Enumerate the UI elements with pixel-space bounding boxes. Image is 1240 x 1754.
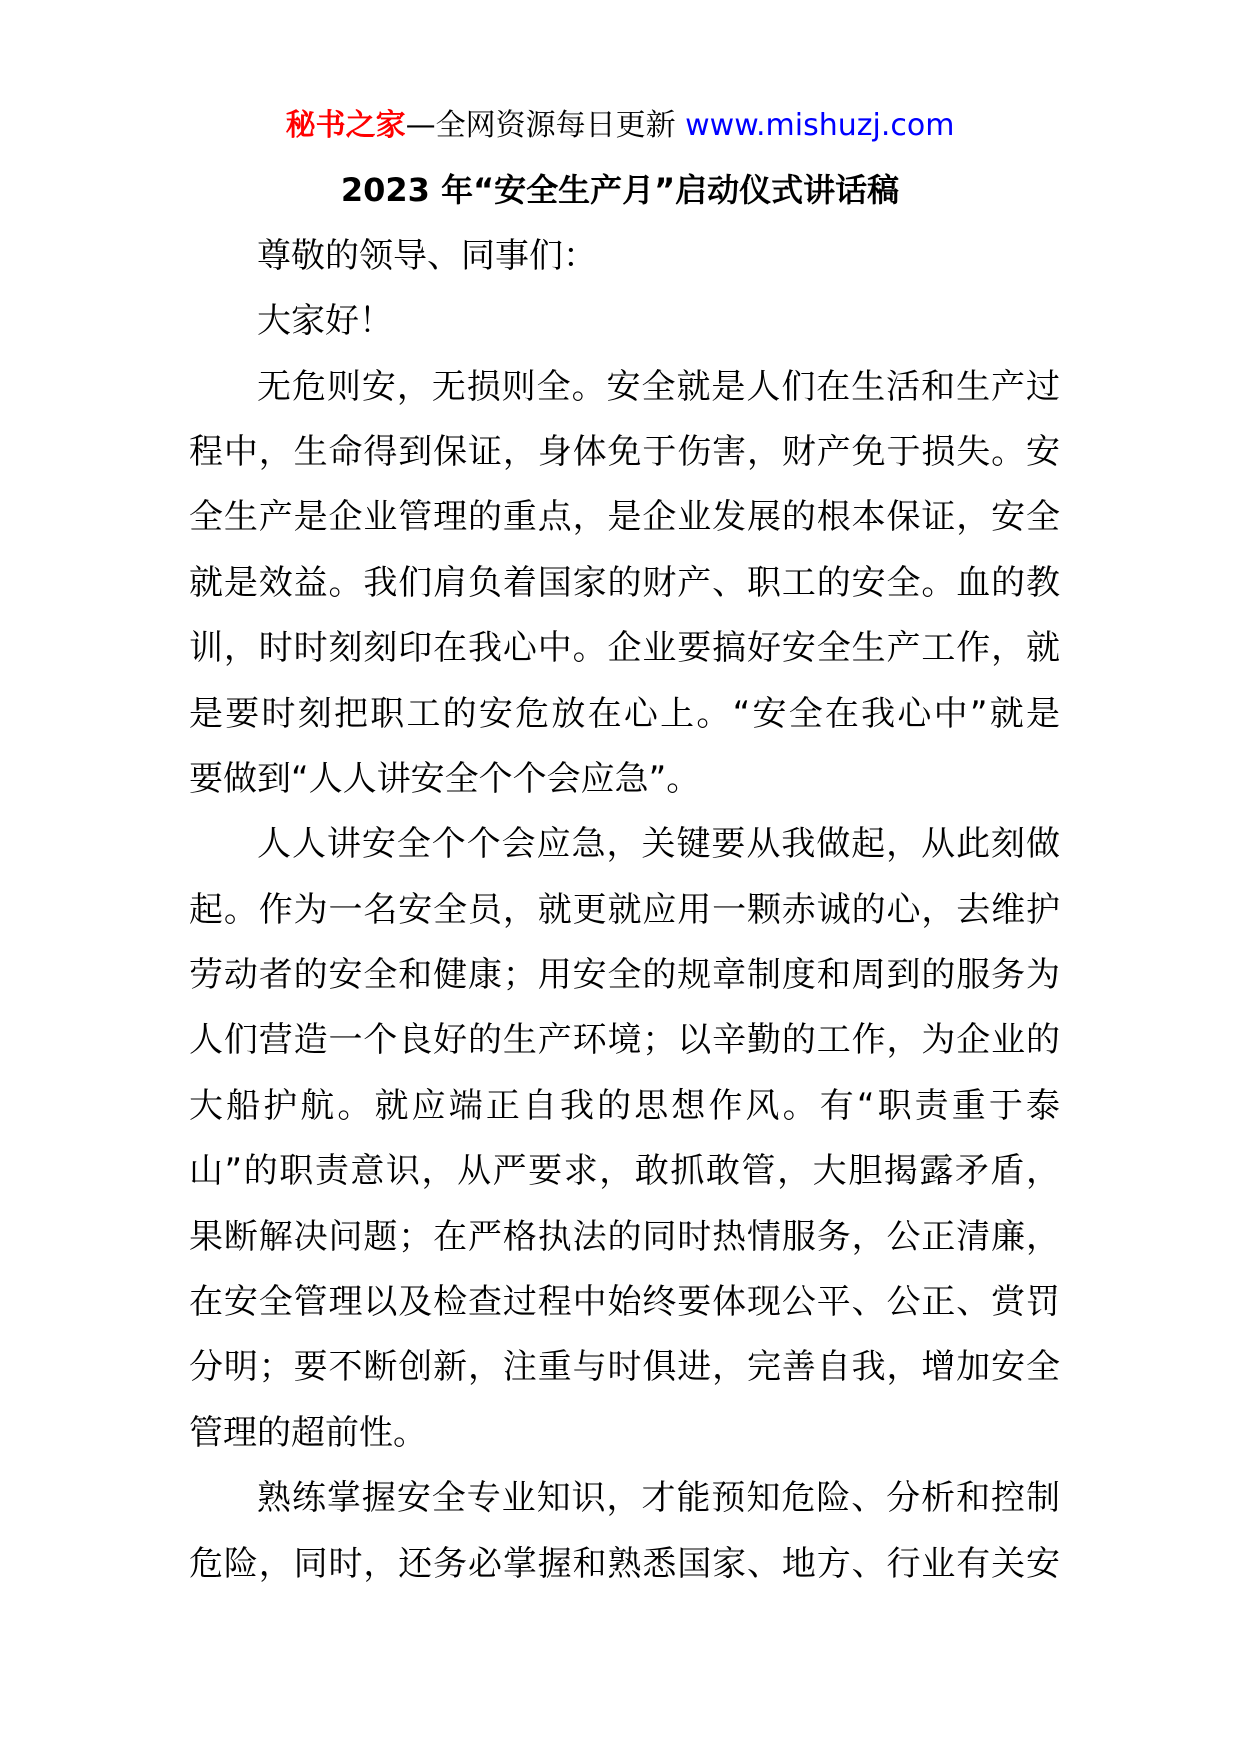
paragraph-line: 山”的职责意识，从严要求，敢抓敢管，大胆揭露矛盾，	[189, 1151, 1060, 1192]
paragraph-line: 果断解决问题；在严格执法的同时热情服务，公正清廉，	[189, 1216, 1060, 1257]
site-tagline: —全网资源每日更新	[405, 108, 676, 143]
paragraph-line: 管理的超前性。	[189, 1412, 427, 1453]
paragraph	[0, 1466, 1240, 1597]
paragraph-line: 人们营造一个良好的生产环境；以辛勤的工作，为企业的	[189, 1020, 1060, 1061]
paragraph-line: 全生产是企业管理的重点，是企业发展的根本保证，安全	[189, 497, 1060, 538]
paragraph-line: 熟练掌握安全专业知识，才能预知危险、分析和控制	[257, 1478, 1060, 1519]
paragraph-line: 危险，同时，还务必掌握和熟悉国家、地方、行业有关安	[189, 1543, 1060, 1584]
document-title: 2023 年“安全生产月”启动仪式讲话稿	[340, 171, 900, 210]
paragraph-line: 训，时时刻刻印在我心中。企业要搞好安全生产工作，就	[189, 628, 1060, 669]
site-header	[0, 93, 1240, 158]
paragraph-line: 大船护航。就应端正自我的思想作风。有“职责重于泰	[189, 1085, 1060, 1126]
paragraph-line: 就是效益。我们肩负着国家的财产、职工的安全。血的教	[189, 562, 1060, 603]
site-brand: 秘书之家	[285, 108, 406, 143]
paragraph	[0, 812, 1240, 1466]
paragraph-line: 无危则安，无损则全。安全就是人们在生活和生产过	[257, 366, 1060, 407]
greeting: 大家好！	[257, 301, 393, 342]
document-body	[0, 93, 1240, 1597]
salutation: 尊敬的领导、同事们：	[257, 235, 597, 276]
paragraph-line: 人人讲安全个个会应急，关键要从我做起，从此刻做	[257, 824, 1060, 865]
paragraph-line: 要做到“人人讲安全个个会应急”。	[189, 758, 701, 799]
paragraph-line: 在安全管理以及检查过程中始终要体现公平、公正、赏罚	[189, 1282, 1060, 1323]
site-url-link[interactable]: www.mishuzj.com	[685, 108, 955, 143]
paragraph-line: 分明；要不断创新，注重与时俱进，完善自我，增加安全	[189, 1347, 1060, 1388]
paragraph-line: 起。作为一名安全员，就更就应用一颗赤诚的心，去维护	[189, 889, 1060, 930]
paragraph	[0, 355, 1240, 813]
paragraph-line: 劳动者的安全和健康；用安全的规章制度和周到的服务为	[189, 955, 1060, 996]
paragraph-line: 是要时刻把职工的安危放在心上。“安全在我心中”就是	[189, 693, 1060, 734]
paragraph-line: 程中，生命得到保证，身体免于伤害，财产免于损失。安	[189, 431, 1060, 472]
